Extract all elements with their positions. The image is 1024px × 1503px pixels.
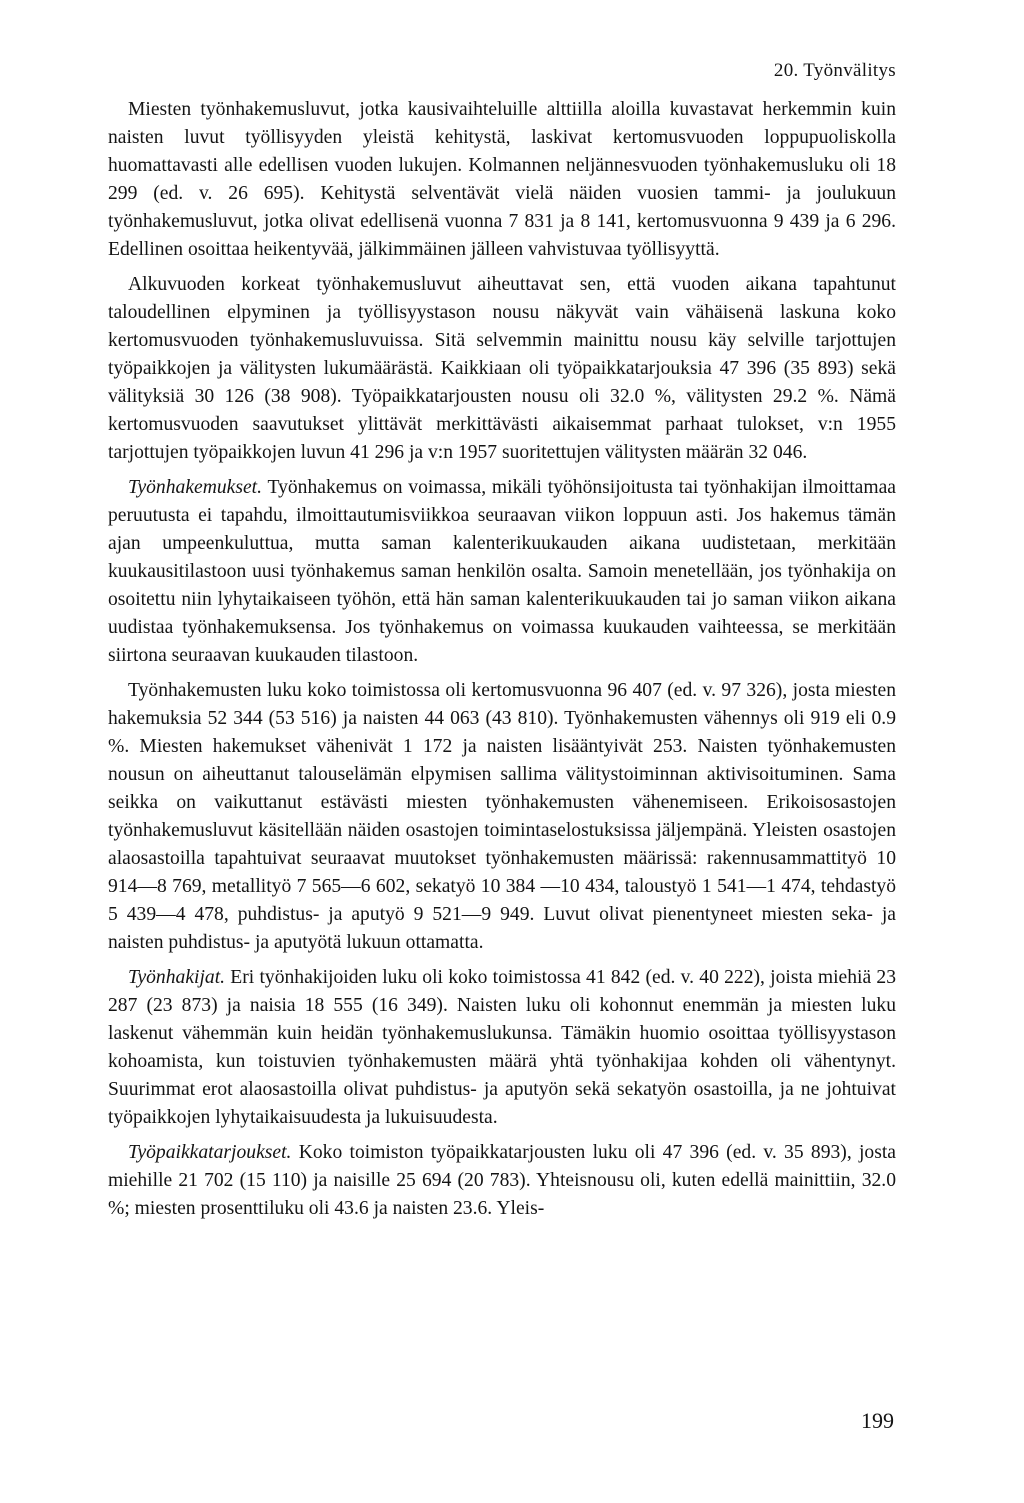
body-text bbox=[108, 96, 896, 1230]
paragraph-text: Työnhakemus on voimassa, mikäli työhönsijoitusta tai työnhakijan ilmoittamaa peruutusta ei tapahdu, ilmoittautumisviikkoa seuraavan viikon loppuun asti. Jos hakemus tämän ajan umpeenkuluttua, mutta saman kalenterikuukauden aikana uudistetaan, merkitään kuukausitilastoon uusi työnhakemus saman henkilön osalta. Samoin menetellään, jos työnhakija on osoitettu niin lyhytaikaiseen työhön, että hän saman kalenterikuukauden tai jo saman viikon aikana uudistaa työnhakemuksensa. Jos työnhakemus on voimassa kuukauden vaihteessa, se merkitään siirtona seuraavan kuukauden tilastoon. bbox=[108, 477, 896, 666]
paragraph-text: Miesten työnhakemusluvut, jotka kausivaihteluille alttiilla aloilla kuvastavat herkemmin kuin naisten luvut työllisyyden yleistä kehitystä, laskivat kertomusvuoden loppupuoliskolla huomattavasti alle edellisen vuoden lukujen. Kolmannen neljännesvuoden työnhakemusluku oli 18 299 (ed. v. 26 695). Kehitystä selventävät vielä näiden vuosien tammi- ja joulukuun työnhakemusluvut, jotka olivat edellisenä vuonna 7 831 ja 8 141, kertomusvuonna 9 439 ja 6 296. Edellinen osoittaa heikentyvää, jälkimmäinen jälleen vahvistuvaa työllisyyttä. bbox=[108, 99, 896, 260]
paragraph-tyonhakijat bbox=[108, 964, 896, 1132]
paragraph-tyonhakemusten-luku bbox=[108, 677, 896, 957]
paragraph-text: Alkuvuoden korkeat työnhakemusluvut aiheuttavat sen, että vuoden aikana tapahtunut taloudellinen elpyminen ja työllisyystason nousu näkyvät vain vähäisenä laskuna koko kertomusvuoden työnhakemusluvuissa. Sitä selvemmin mainittu nousu käy selville tarjottujen työpaikkojen ja välitysten lukumäärästä. Kaikkiaan oli työpaikkatarjouksia 47 396 (35 893) sekä välityksiä 30 126 (38 908). Työpaikkatarjousten nousu oli 32.0 %, välitysten 29.2 %. Nämä kertomusvuoden saavutukset ylittävät merkittävästi aikaisemmat parhaat tulokset, v:n 1955 tarjottujen työpaikkojen luvun 41 296 ja v:n 1957 suoritettujen välitysten määrän 32 046. bbox=[108, 274, 896, 463]
section-heading-tyonhakemukset: Työnhakemukset. bbox=[128, 477, 263, 498]
running-head: 20. Työnvälitys bbox=[773, 60, 896, 81]
section-heading-tyopaikkatarjoukset: Työpaikkatarjoukset. bbox=[128, 1142, 292, 1163]
paragraph-miesten-tyonhakemusluvut bbox=[108, 96, 896, 264]
paragraph-text: Eri työnhakijoiden luku oli koko toimistossa 41 842 (ed. v. 40 222), joista miehiä 23 287 (23 873) ja naisia 18 555 (16 349). Naisten luku oli kohonnut enemmän ja miesten luku laskenut vähemmän kuin heidän työnhakemuslukunsa. Tämäkin huomio osoittaa työllisyystason kohoamista, kun toistuvien työnhakemusten määrä yhtä työnhakijaa kohden oli vähentynyt. Suurimmat erot alaosastoilla olivat puhdistus- ja aputyön sekä sekatyön osastoilla, ja ne johtuivat työpaikkojen lyhytaikaisuudesta ja lukuisuudesta. bbox=[108, 967, 896, 1128]
paragraph-alkuvuoden-luvut bbox=[108, 271, 896, 467]
section-heading-tyonhakijat: Työnhakijat. bbox=[128, 967, 226, 988]
page-number: 199 bbox=[861, 1408, 894, 1433]
paragraph-tyonhakemukset bbox=[108, 474, 896, 670]
paragraph-text: Koko toimiston työpaikkatarjousten luku oli 47 396 (ed. v. 35 893), josta miehille 21 702 (15 110) ja naisille 25 694 (20 783). Yhteisnousu oli, kuten edellä mainittiin, 32.0 %; miesten prosenttiluku oli 43.6 ja naisten 23.6. Yleis- bbox=[108, 1142, 896, 1219]
paragraph-tyopaikkatarjoukset bbox=[108, 1139, 896, 1223]
paragraph-text: Työnhakemusten luku koko toimistossa oli kertomusvuonna 96 407 (ed. v. 97 326), josta miesten hakemuksia 52 344 (53 516) ja naisten 44 063 (43 810). Työnhakemusten vähennys oli 919 eli 0.9 %. Miesten hakemukset vähenivät 1 172 ja naisten lisääntyivät 253. Naisten työnhakemusten nousun on aiheuttanut talouselämän elpymisen sallima välitystoiminnan aktivisoituminen. Sama seikka on vaikuttanut estävästi miesten työnhakemusten vähenemiseen. Erikoisosastojen työnhakemusluvut käsitellään näiden osastojen toimintaselostuksissa jäljempänä. Yleisten osastojen alaosastoilla tapahtuivat seuraavat muutokset työnhakemusten määrissä: rakennusammattityö 10 914—8 769, metallityö 7 565—6 602, sekatyö 10 384 —10 434, taloustyö 1 541—1 474, tehdastyö 5 439—4 478, puhdistus- ja aputyö 9 521—9 949. Luvut olivat pienentyneet miesten seka- ja naisten puhdistus- ja aputyötä lukuun ottamatta. bbox=[108, 680, 896, 953]
